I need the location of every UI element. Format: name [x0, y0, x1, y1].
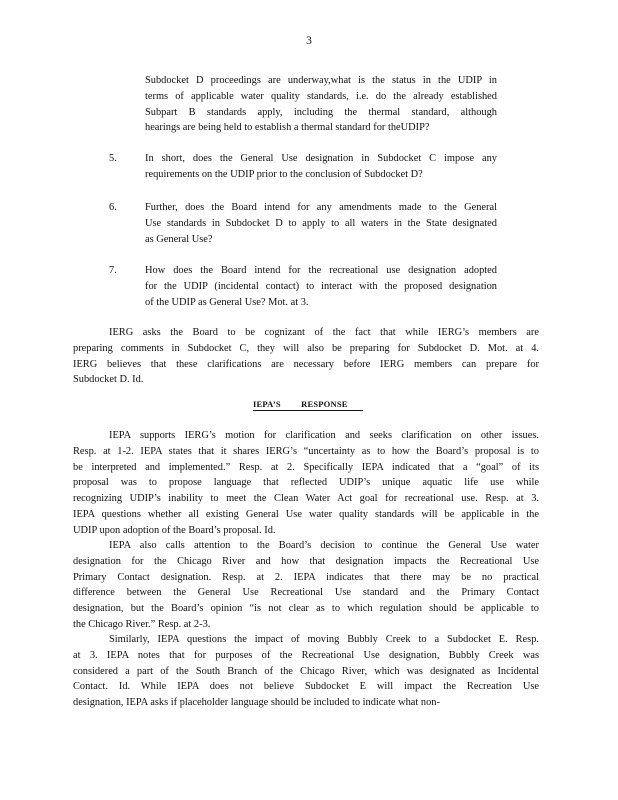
text-line: IERG believes that these clarifications are necessary before IERG members can prepare for: [73, 358, 539, 370]
text-line: Further, does the Board intend for any amendments made to the General: [145, 202, 497, 213]
text-line: UDIP upon adoption of the Board’s proposal. Id.: [73, 524, 276, 536]
text-line: How does the Board intend for the recreational use designation adopted: [145, 265, 497, 276]
list-item: [145, 200, 497, 247]
text-line: IERG asks the Board to be cognizant of the fact that while IERG’s members are: [109, 327, 539, 338]
text-line: considered a part of the South Branch of the Chicago River, which was designated as Incidental: [73, 665, 539, 677]
text-line: Subpart B standards apply, including the thermal standard, although: [145, 106, 497, 118]
text-line: for the UDIP (incidental contact) to interact with the proposed designation: [145, 280, 497, 292]
list-item: [145, 263, 497, 310]
page-number: 3: [306, 35, 312, 47]
text-line: In short, does the General Use designation in Subdocket C impose any: [145, 153, 497, 164]
text-line: IEPA supports IERG’s motion for clarification and seeks clarification on other issues.: [109, 430, 539, 441]
text-line: IEPA also calls attention to the Board’s decision to continue the General Use water: [109, 540, 539, 551]
text-line: as General Use?: [145, 233, 213, 245]
text-line: Use standards in Subdocket D to apply to all waters in the State designated: [145, 217, 497, 229]
text-line: the Chicago River.” Resp. at 2-3.: [73, 618, 211, 630]
list-item: [145, 151, 497, 183]
ierg-paragraph: [73, 325, 539, 388]
text-line: be interpreted and implemented.” Resp. at 2. Specifically IEPA indicated that a “goal” of its: [73, 461, 539, 473]
text-line: terms of applicable water quality standards, i.e. do the already established: [145, 90, 497, 102]
body-paragraph: [73, 428, 539, 539]
body-paragraph: [73, 632, 539, 711]
text-line: Subdocket D proceedings are underway,what is the status in the UDIP in: [145, 75, 497, 86]
text-line: designation, IEPA asks if placeholder language should be included to indicate what non-: [73, 697, 440, 709]
heading-right: RESPONSE: [301, 399, 348, 409]
text-line: Resp. at 1-2. IEPA states that it shares IERG’s “uncertainty as to how the Board’s proposal is to: [73, 445, 539, 457]
text-line: requirements on the UDIP prior to the conclusion of Subdocket D?: [145, 168, 423, 180]
text-line: designation, but the Board’s opinion “is not clear as to which regulation should be applicable to: [73, 603, 539, 615]
item-number: 5.: [109, 153, 117, 164]
text-line: of the UDIP as General Use? Mot. at 3.: [145, 296, 309, 308]
section-heading: [253, 399, 363, 411]
continuation-paragraph: [145, 73, 497, 136]
text-line: Similarly, IEPA questions the impact of moving Bubbly Creek to a Subdocket E. Resp.: [109, 634, 539, 645]
text-line: Primary Contact designation. Resp. at 2. IEPA indicates that there may be no practical: [73, 571, 539, 583]
text-line: Contact. Id. While IEPA does not believe Subdocket E will impact the Recreation Use: [73, 681, 539, 693]
body-paragraph: [73, 538, 539, 633]
item-number: 7.: [109, 265, 117, 276]
text-line: difference between the General Use Recreational Use standard and the Primary Contact: [73, 587, 539, 599]
item-number: 6.: [109, 202, 117, 213]
text-line: Subdocket D. Id.: [73, 374, 144, 386]
text-line: IEPA questions whether all existing General Use water quality standards will be applicable in the: [73, 508, 539, 520]
text-line: hearings are being held to establish a thermal standard for theUDIP?: [145, 122, 430, 134]
text-line: preparing comments in Subdocket C, they will also be preparing for Subdocket D. Mot. at 4.: [73, 342, 539, 354]
text-line: at 3. IEPA notes that for purposes of the Recreational Use designation, Bubbly Creek was: [73, 649, 539, 661]
text-line: recognizing UDIP’s inability to meet the Clean Water Act goal for recreational use. Resp. at 3.: [73, 493, 539, 505]
heading-left: IEPA’S: [253, 399, 281, 409]
text-line: proposal was to propose language that reflected UDIP’s unique aquatic life use while: [73, 477, 539, 489]
text-line: designation for the Chicago River and how that designation impacts the Recreational Use: [73, 555, 539, 567]
